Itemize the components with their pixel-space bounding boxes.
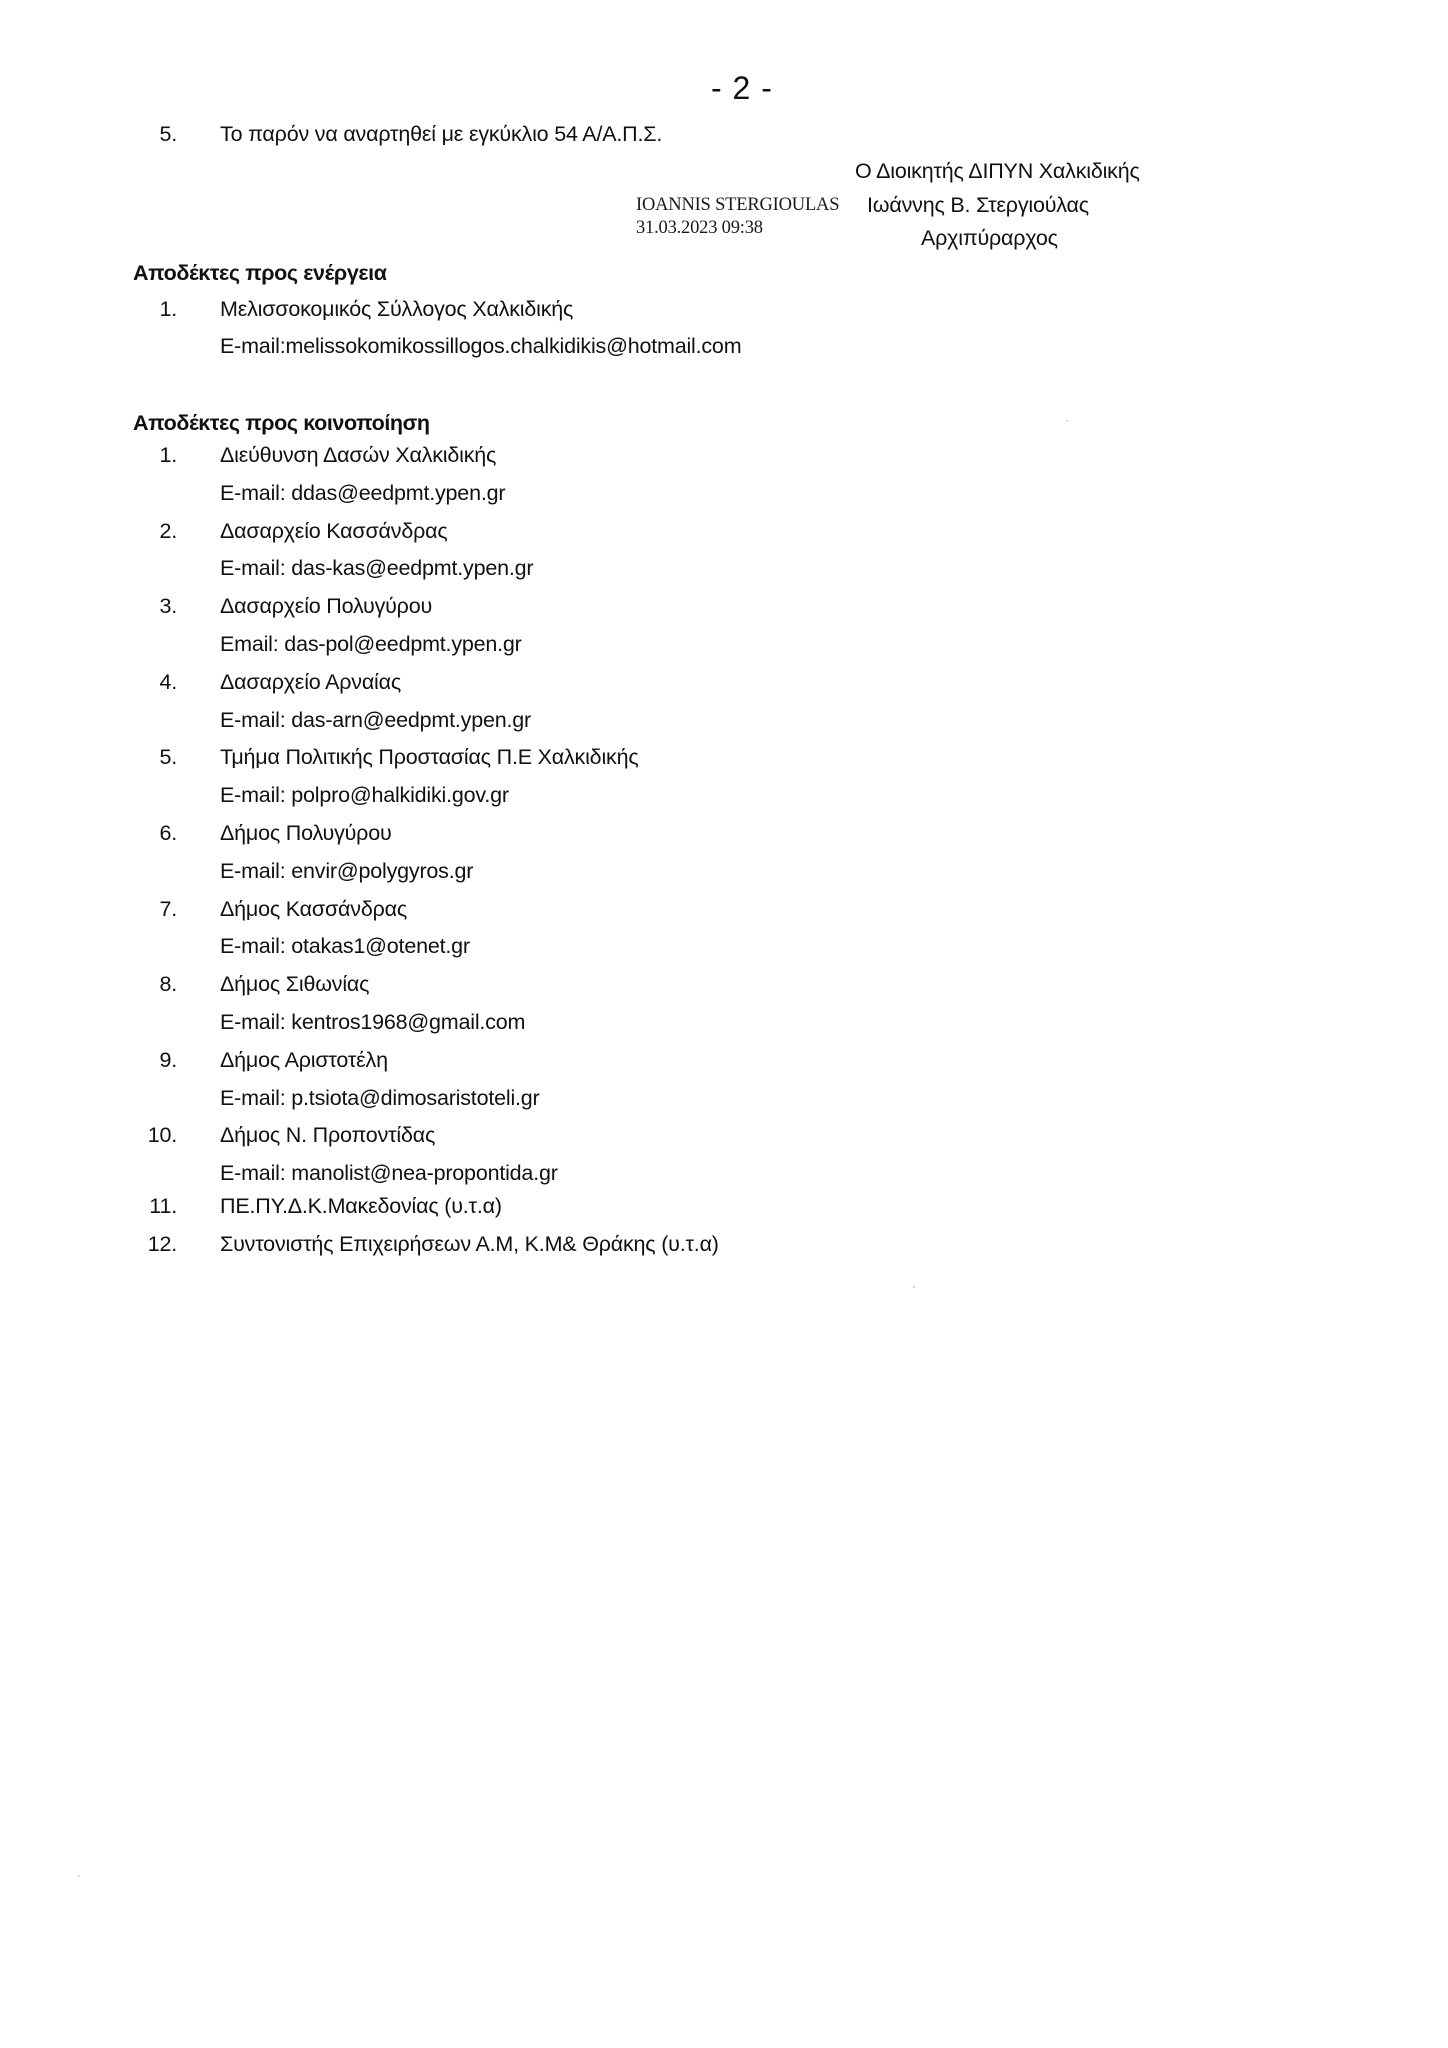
item-email: E-mail: envir@polygyros.gr (220, 859, 474, 883)
item-email: E-mail: kentros1968@gmail.com (220, 1010, 526, 1034)
item-number: 6. (159, 821, 177, 845)
item-number: 10. (147, 1123, 177, 1147)
item-name: Δήμος Κασσάνδρας (220, 897, 408, 921)
item-email: E-mail: p.tsiota@dimosaristoteli.gr (220, 1086, 540, 1110)
signatory-name: Ιωάννης Β. Στεργιούλας (867, 193, 1089, 217)
item-email: Email: das-pol@eedpmt.ypen.gr (220, 632, 522, 656)
item-number: 8. (159, 972, 177, 996)
item-email: E-mail: das-arn@eedpmt.ypen.gr (220, 708, 531, 732)
item-email: E-mail:melissokomikossillogos.chalkidikis@hotmail.com (220, 334, 742, 358)
item-name: Δασαρχείο Κασσάνδρας (220, 519, 448, 543)
item-number: 1. (159, 297, 177, 321)
item-email: E-mail: polpro@halkidiki.gov.gr (220, 783, 509, 807)
item-number: 1. (159, 443, 177, 467)
item-email: E-mail: otakas1@otenet.gr (220, 934, 470, 958)
item-name: Δασαρχείο Πολυγύρου (220, 594, 433, 618)
scan-speck (78, 1875, 80, 1877)
cc-recipients-heading: Αποδέκτες προς κοινοποίηση (133, 411, 430, 435)
signatory-rank: Αρχιπύραρχος (921, 226, 1058, 250)
item-email: E-mail: manolist@nea-propontida.gr (220, 1161, 558, 1185)
clause-text: Το παρόν να αναρτηθεί με εγκύκλιο 54 Α/Α.Π.Σ. (220, 122, 663, 146)
item-name: Τμήμα Πολιτικής Προστασίας Π.Ε Χαλκιδικής (220, 745, 639, 769)
item-name: Δήμος Ν. Προποντίδας (220, 1123, 436, 1147)
digital-signature (636, 194, 839, 240)
item-number: 4. (159, 670, 177, 694)
signatory-title: Ο Διοικητής ΔΙΠΥΝ Χαλκιδικής (855, 159, 1140, 183)
scan-speck (913, 1286, 915, 1288)
item-number: 2. (159, 519, 177, 543)
item-name: Δήμος Πολυγύρου (220, 821, 392, 845)
page-number: - 2 - (711, 70, 773, 106)
item-number: 3. (159, 594, 177, 618)
item-name: ΠΕ.ΠΥ.Δ.Κ.Μακεδονίας (υ.τ.α) (220, 1194, 502, 1218)
item-name: Συντονιστής Επιχειρήσεων Α.Μ, Κ.Μ& Θράκης (υ.τ.α) (220, 1232, 719, 1256)
clause-number: 5. (159, 122, 177, 146)
item-number: 5. (159, 745, 177, 769)
item-number: 9. (159, 1048, 177, 1072)
item-email: E-mail: das-kas@eedpmt.ypen.gr (220, 556, 534, 580)
item-number: 12. (147, 1232, 177, 1256)
item-number: 11. (149, 1194, 177, 1218)
item-name: Δήμος Σιθωνίας (220, 972, 370, 996)
item-email: E-mail: ddas@eedpmt.ypen.gr (220, 481, 506, 505)
item-name: Δήμος Αριστοτέλη (220, 1048, 388, 1072)
item-number: 7. (159, 897, 177, 921)
item-name: Διεύθυνση Δασών Χαλκιδικής (220, 443, 497, 467)
digital-signature-datetime: 31.03.2023 09:38 (636, 218, 763, 238)
item-name: Μελισσοκομικός Σύλλογος Χαλκιδικής (220, 297, 574, 321)
digital-signature-name: IOANNIS STERGIOULAS (636, 195, 840, 215)
item-name: Δασαρχείο Αρναίας (220, 670, 402, 694)
action-recipients-heading: Αποδέκτες προς ενέργεια (133, 261, 387, 285)
scan-speck (1066, 420, 1068, 422)
